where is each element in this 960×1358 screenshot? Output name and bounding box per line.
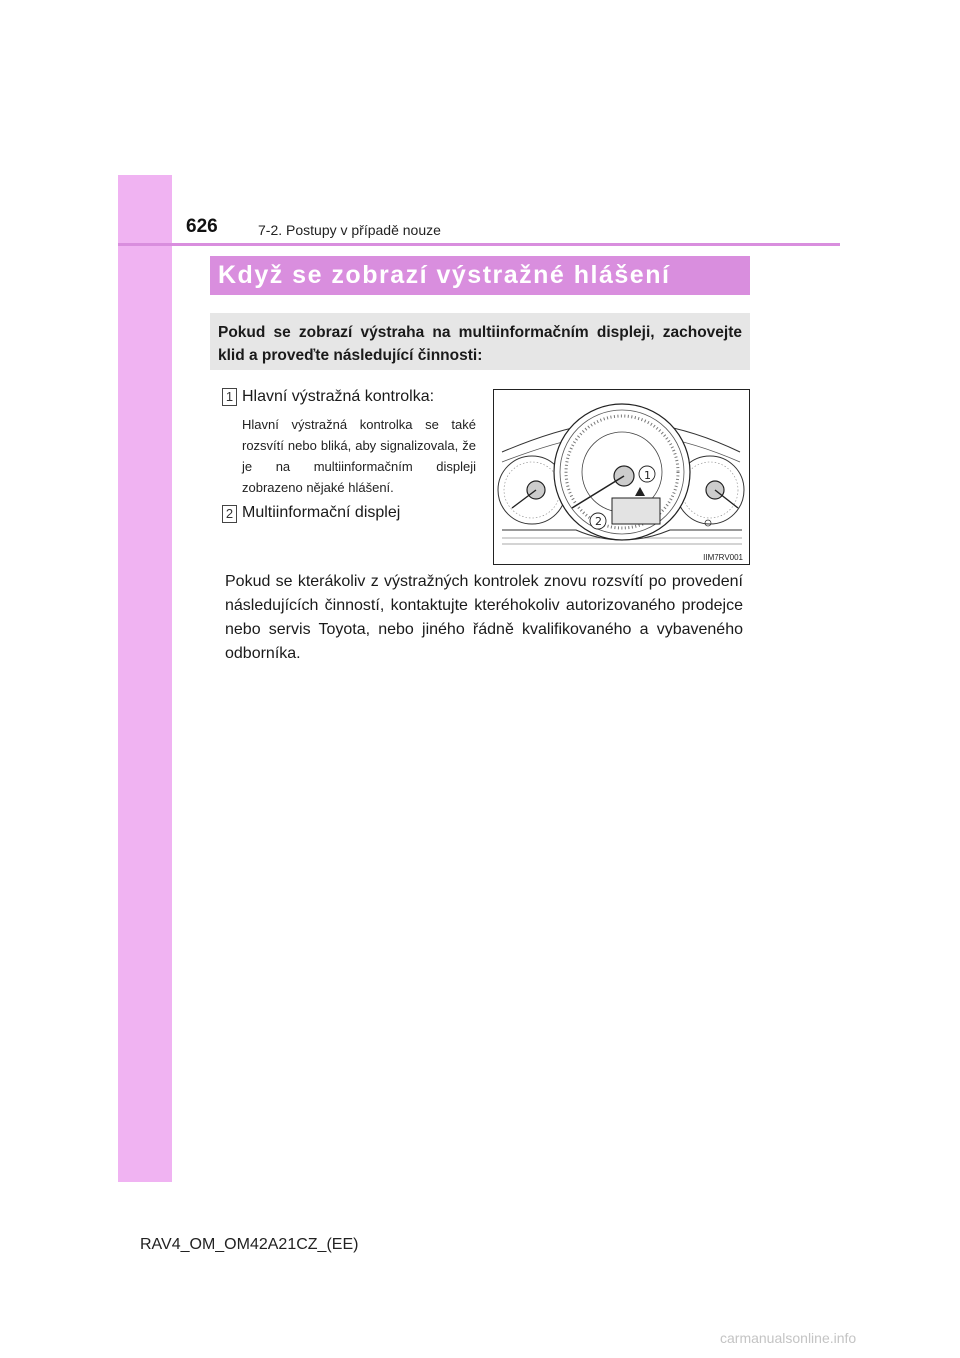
item-title-2: Multiinformační displej	[242, 504, 401, 521]
side-tab-strip	[118, 175, 172, 1182]
instrument-cluster-illustration	[494, 390, 749, 564]
item-number-2: 2	[222, 505, 237, 523]
item-number-1: 1	[222, 388, 237, 406]
section-title: 7-2. Postupy v případě nouze	[258, 222, 441, 238]
figure-callout-2: 2	[595, 515, 602, 528]
footer-code: RAV4_OM_OM42A21CZ_(EE)	[140, 1236, 359, 1253]
page-number: 626	[186, 216, 218, 237]
figure-callout-1: 1	[644, 469, 651, 482]
instrument-cluster-figure	[493, 389, 750, 565]
body-paragraph: Pokud se kterákoliv z výstražných kontrolek znovu rozsvítí po provedení následujících činností, kontaktujte kteréhokoliv autorizovaného prodejce nebo servis Toyota, nebo jiného řádně kvalifikovaného a vybaveného odborníka.	[225, 573, 743, 662]
intro-text: Pokud se zobrazí výstraha na multiinformačním displeji, zachovejte klid a proveďte následující činnosti:	[218, 324, 742, 364]
page-title: Když se zobrazí výstražné hlášení	[210, 256, 750, 295]
intro-box	[210, 313, 750, 370]
item-title-1: Hlavní výstražná kontrolka:	[242, 388, 435, 405]
item-description-1: Hlavní výstražná kontrolka se také rozsvítí nebo bliká, aby signalizovala, že je na multiinformačním displeji zobrazeno nějaké hlášení.	[242, 417, 476, 495]
header-divider	[118, 243, 840, 246]
figure-code: IIM7RV001	[703, 553, 743, 562]
watermark: carmanualsonline.info	[720, 1330, 857, 1346]
